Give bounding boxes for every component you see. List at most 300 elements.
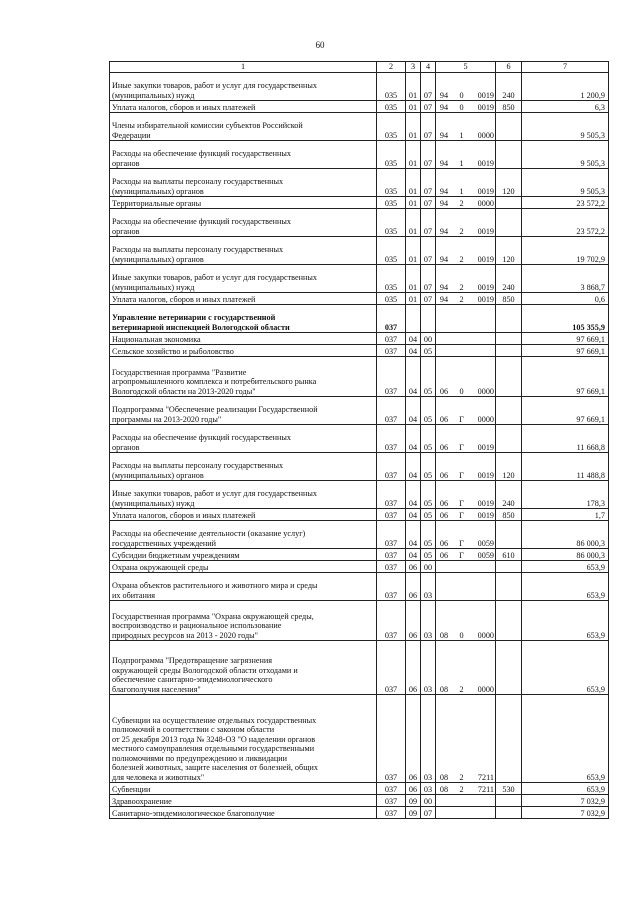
code-target-subprogram: 2 — [459, 254, 464, 264]
code-target-subprogram: Г — [459, 414, 464, 424]
table-row — [110, 397, 609, 425]
code-subsection: 07 — [421, 141, 436, 169]
code-admin: 037 — [377, 783, 406, 795]
code-section: 01 — [406, 293, 421, 305]
row-name: Государственная программа "Охрана окружающей среды, воспроизводство и рациональное использование природных ресурсов на 2013 - 2020 годы" — [110, 601, 377, 641]
code-target-direction: 0019 — [477, 510, 494, 520]
row-name: Уплата налогов, сборов и иных платежей — [110, 293, 377, 305]
table-row — [110, 453, 609, 481]
code-target-direction: 0000 — [477, 630, 494, 640]
code-target-direction: 0059 — [477, 550, 494, 560]
code-expense-type — [496, 521, 522, 549]
row-name: Управление ветеринарии с государственной ветеринарной инспекцией Вологодской области — [110, 305, 377, 333]
code-expense-type — [496, 397, 522, 425]
code-section: 06 — [406, 783, 421, 795]
row-name: Расходы на выплаты персоналу государственных (муниципальных) органов — [110, 237, 377, 265]
code-target-program: 06 — [439, 386, 449, 396]
code-subsection: 07 — [421, 265, 436, 293]
page-number: 60 — [315, 40, 325, 50]
code-target-subprogram: 1 — [459, 158, 464, 168]
code-admin: 035 — [377, 113, 406, 141]
code-target — [436, 807, 496, 819]
code-target-direction: 0059 — [477, 538, 494, 548]
table-row — [110, 345, 609, 357]
code-expense-type: 240 — [496, 265, 522, 293]
code-subsection: 07 — [421, 169, 436, 197]
code-target — [436, 481, 496, 509]
code-subsection: 07 — [421, 807, 436, 819]
code-target-direction: 0019 — [477, 254, 494, 264]
amount: 86 000,3 — [522, 521, 609, 549]
code-section: 06 — [406, 573, 421, 601]
code-section: 04 — [406, 333, 421, 345]
code-expense-type: 240 — [496, 481, 522, 509]
amount: 653,9 — [522, 561, 609, 573]
code-subsection: 07 — [421, 293, 436, 305]
code-subsection: 00 — [421, 561, 436, 573]
code-subsection — [421, 305, 436, 333]
code-expense-type — [496, 305, 522, 333]
table-row — [110, 807, 609, 819]
code-section: 01 — [406, 113, 421, 141]
table-row — [110, 601, 609, 641]
code-target — [436, 333, 496, 345]
row-name: Государственная программа "Развитие агропромышленного комплекса и потребительского рынка Вологодской области на 2013-2020 годы" — [110, 357, 377, 397]
code-admin: 037 — [377, 549, 406, 561]
row-name: Иные закупки товаров, работ и услуг для государственных (муниципальных) нужд — [110, 481, 377, 509]
code-admin: 037 — [377, 509, 406, 521]
code-target-subprogram: Г — [459, 550, 464, 560]
code-admin: 035 — [377, 209, 406, 237]
code-target-program: 06 — [439, 510, 449, 520]
amount: 653,9 — [522, 695, 609, 783]
code-target — [436, 601, 496, 641]
table-row — [110, 113, 609, 141]
code-target-subprogram: 2 — [459, 784, 464, 794]
code-target-direction: 0000 — [477, 198, 494, 208]
code-target-program: 06 — [439, 470, 449, 480]
code-target-program: 94 — [439, 294, 449, 304]
amount: 0,6 — [522, 293, 609, 305]
code-target-program: 94 — [439, 198, 449, 208]
code-target-direction: 0000 — [477, 130, 494, 140]
code-target-subprogram: 2 — [459, 772, 464, 782]
code-target-direction: 0000 — [477, 386, 494, 396]
code-target-direction: 0019 — [477, 158, 494, 168]
code-target — [436, 345, 496, 357]
code-subsection: 00 — [421, 795, 436, 807]
code-admin: 037 — [377, 807, 406, 819]
amount: 86 000,3 — [522, 549, 609, 561]
code-section: 01 — [406, 197, 421, 209]
code-target-program: 94 — [439, 130, 449, 140]
amount: 653,9 — [522, 573, 609, 601]
code-target-subprogram: 2 — [459, 198, 464, 208]
code-subsection: 03 — [421, 783, 436, 795]
code-expense-type — [496, 795, 522, 807]
code-section: 04 — [406, 345, 421, 357]
code-target-program: 94 — [439, 254, 449, 264]
table-row — [110, 333, 609, 345]
table-row — [110, 265, 609, 293]
column-header: 5 — [436, 62, 496, 73]
code-subsection: 05 — [421, 453, 436, 481]
code-expense-type — [496, 357, 522, 397]
table-row — [110, 549, 609, 561]
code-expense-type — [496, 197, 522, 209]
row-name: Подпрограмма "Предотвращение загрязнения окружающей среды Вологодской области отходами и обеспечение санитарно-эпидемиологического благополучия населения" — [110, 641, 377, 695]
code-target — [436, 73, 496, 101]
amount: 653,9 — [522, 601, 609, 641]
code-target-subprogram: Г — [459, 470, 464, 480]
amount: 9 505,3 — [522, 113, 609, 141]
code-target-subprogram: Г — [459, 442, 464, 452]
table-row — [110, 101, 609, 113]
code-expense-type: 120 — [496, 453, 522, 481]
code-admin: 037 — [377, 425, 406, 453]
code-expense-type: 850 — [496, 509, 522, 521]
code-target — [436, 209, 496, 237]
amount: 3 868,7 — [522, 265, 609, 293]
code-target — [436, 237, 496, 265]
amount: 7 032,9 — [522, 807, 609, 819]
code-target-subprogram: Г — [459, 510, 464, 520]
row-name: Сельское хозяйство и рыболовство — [110, 345, 377, 357]
row-name: Охрана окружающей среды — [110, 561, 377, 573]
amount: 97 669,1 — [522, 345, 609, 357]
code-subsection: 07 — [421, 73, 436, 101]
code-target — [436, 101, 496, 113]
row-name: Расходы на обеспечение функций государственных органов — [110, 209, 377, 237]
table-row — [110, 209, 609, 237]
code-target — [436, 641, 496, 695]
code-admin: 035 — [377, 265, 406, 293]
code-section: 01 — [406, 209, 421, 237]
code-target-program: 08 — [439, 784, 449, 794]
code-section: 06 — [406, 641, 421, 695]
code-section: 09 — [406, 807, 421, 819]
amount: 23 572,2 — [522, 197, 609, 209]
code-target-program: 06 — [439, 550, 449, 560]
code-target — [436, 357, 496, 397]
code-section: 04 — [406, 521, 421, 549]
amount: 19 702,9 — [522, 237, 609, 265]
amount: 6,3 — [522, 101, 609, 113]
column-header: 3 — [406, 62, 421, 73]
code-subsection: 07 — [421, 197, 436, 209]
row-name: Территориальные органы — [110, 197, 377, 209]
code-target-subprogram: 2 — [459, 226, 464, 236]
code-target — [436, 293, 496, 305]
table-row — [110, 481, 609, 509]
code-target — [436, 141, 496, 169]
column-header: 2 — [377, 62, 406, 73]
code-target-direction: 0019 — [477, 226, 494, 236]
code-target-direction: 0019 — [477, 498, 494, 508]
column-header: 7 — [522, 62, 609, 73]
code-target-subprogram: 0 — [459, 90, 464, 100]
code-target — [436, 397, 496, 425]
code-admin: 037 — [377, 641, 406, 695]
amount: 7 032,9 — [522, 795, 609, 807]
row-name: Расходы на обеспечение деятельности (оказание услуг) государственных учреждений — [110, 521, 377, 549]
amount: 97 669,1 — [522, 357, 609, 397]
code-expense-type — [496, 113, 522, 141]
amount: 653,9 — [522, 783, 609, 795]
column-header: 4 — [421, 62, 436, 73]
table-row — [110, 141, 609, 169]
code-target-direction: 0019 — [477, 90, 494, 100]
code-admin: 035 — [377, 141, 406, 169]
code-expense-type: 240 — [496, 73, 522, 101]
code-expense-type — [496, 561, 522, 573]
code-target-direction: 0019 — [477, 282, 494, 292]
code-target-subprogram: 0 — [459, 102, 464, 112]
code-target-program: 06 — [439, 538, 449, 548]
row-name: Члены избирательной комиссии субъектов Российской Федерации — [110, 113, 377, 141]
row-name: Охрана объектов растительного и животного мира и среды их обитания — [110, 573, 377, 601]
code-subsection: 05 — [421, 425, 436, 453]
row-name: Иные закупки товаров, работ и услуг для государственных (муниципальных) нужд — [110, 73, 377, 101]
code-target-direction: 0000 — [477, 684, 494, 694]
code-subsection: 05 — [421, 549, 436, 561]
row-name: Субвенции — [110, 783, 377, 795]
code-admin: 037 — [377, 573, 406, 601]
code-expense-type: 850 — [496, 293, 522, 305]
code-admin: 037 — [377, 561, 406, 573]
code-section: 04 — [406, 481, 421, 509]
code-target — [436, 549, 496, 561]
amount: 178,3 — [522, 481, 609, 509]
code-admin: 035 — [377, 73, 406, 101]
code-target-subprogram: Г — [459, 498, 464, 508]
code-section: 06 — [406, 695, 421, 783]
code-admin: 037 — [377, 795, 406, 807]
code-target — [436, 795, 496, 807]
code-subsection: 07 — [421, 101, 436, 113]
code-subsection: 05 — [421, 397, 436, 425]
code-subsection: 07 — [421, 209, 436, 237]
code-section: 04 — [406, 357, 421, 397]
code-target-direction: 0019 — [477, 294, 494, 304]
code-section: 01 — [406, 101, 421, 113]
amount: 105 355,9 — [522, 305, 609, 333]
code-expense-type — [496, 209, 522, 237]
code-target — [436, 305, 496, 333]
code-subsection: 00 — [421, 333, 436, 345]
amount: 97 669,1 — [522, 333, 609, 345]
code-expense-type — [496, 333, 522, 345]
code-subsection: 03 — [421, 695, 436, 783]
code-subsection: 03 — [421, 601, 436, 641]
code-section: 06 — [406, 601, 421, 641]
code-target-direction: 0019 — [477, 470, 494, 480]
code-expense-type — [496, 641, 522, 695]
code-subsection: 05 — [421, 345, 436, 357]
code-expense-type — [496, 141, 522, 169]
row-name: Санитарно-эпидемиологическое благополучие — [110, 807, 377, 819]
row-name: Расходы на выплаты персоналу государственных (муниципальных) органов — [110, 453, 377, 481]
code-admin: 037 — [377, 345, 406, 357]
table-row — [110, 521, 609, 549]
table-row — [110, 197, 609, 209]
code-admin: 037 — [377, 397, 406, 425]
code-target-program: 08 — [439, 684, 449, 694]
code-target-program: 94 — [439, 282, 449, 292]
code-target — [436, 561, 496, 573]
code-subsection: 07 — [421, 237, 436, 265]
table-row — [110, 509, 609, 521]
row-name: Национальная экономика — [110, 333, 377, 345]
code-target — [436, 521, 496, 549]
code-section: 06 — [406, 561, 421, 573]
code-target-program: 94 — [439, 102, 449, 112]
table-row — [110, 795, 609, 807]
code-expense-type: 850 — [496, 101, 522, 113]
code-target-direction: 7211 — [477, 784, 494, 794]
row-name: Субсидии бюджетным учреждениям — [110, 549, 377, 561]
code-admin: 037 — [377, 453, 406, 481]
table-row — [110, 357, 609, 397]
code-target-direction: 0019 — [477, 442, 494, 452]
code-section: 01 — [406, 73, 421, 101]
code-target-program: 94 — [439, 186, 449, 196]
code-section — [406, 305, 421, 333]
amount: 653,9 — [522, 641, 609, 695]
code-expense-type: 610 — [496, 549, 522, 561]
amount: 97 669,1 — [522, 397, 609, 425]
code-expense-type — [496, 807, 522, 819]
row-name: Иные закупки товаров, работ и услуг для государственных (муниципальных) нужд — [110, 265, 377, 293]
row-name: Расходы на обеспечение функций государственных органов — [110, 425, 377, 453]
column-header: 1 — [110, 62, 377, 73]
code-section: 01 — [406, 265, 421, 293]
code-admin: 037 — [377, 333, 406, 345]
code-target-subprogram: 0 — [459, 386, 464, 396]
row-name: Расходы на выплаты персоналу государственных (муниципальных) органов — [110, 169, 377, 197]
amount: 11 668,8 — [522, 425, 609, 453]
amount: 9 505,3 — [522, 169, 609, 197]
code-target-subprogram: 2 — [459, 294, 464, 304]
code-target-subprogram: 2 — [459, 684, 464, 694]
row-name: Уплата налогов, сборов и иных платежей — [110, 509, 377, 521]
table-row — [110, 573, 609, 601]
row-name: Здравоохранение — [110, 795, 377, 807]
table-row — [110, 561, 609, 573]
amount: 1 200,9 — [522, 73, 609, 101]
code-expense-type — [496, 573, 522, 601]
code-target-direction: 0019 — [477, 186, 494, 196]
amount: 11 488,8 — [522, 453, 609, 481]
code-section: 01 — [406, 141, 421, 169]
table-row — [110, 695, 609, 783]
code-target-direction: 7211 — [477, 772, 494, 782]
table-row — [110, 305, 609, 333]
code-target-program: 94 — [439, 226, 449, 236]
code-subsection: 05 — [421, 357, 436, 397]
code-target — [436, 113, 496, 141]
code-target-subprogram: Г — [459, 538, 464, 548]
code-admin: 037 — [377, 357, 406, 397]
code-section: 04 — [406, 453, 421, 481]
code-target — [436, 169, 496, 197]
code-target-program: 08 — [439, 630, 449, 640]
code-target — [436, 573, 496, 601]
code-expense-type — [496, 345, 522, 357]
code-target — [436, 695, 496, 783]
code-admin: 037 — [377, 601, 406, 641]
code-subsection: 05 — [421, 521, 436, 549]
code-target-program: 06 — [439, 498, 449, 508]
code-target-program: 94 — [439, 90, 449, 100]
code-target-direction: 0000 — [477, 414, 494, 424]
code-section: 04 — [406, 397, 421, 425]
code-section: 04 — [406, 549, 421, 561]
code-admin: 037 — [377, 305, 406, 333]
table-header-row — [110, 62, 609, 73]
code-admin: 035 — [377, 197, 406, 209]
amount: 23 572,2 — [522, 209, 609, 237]
table-row — [110, 641, 609, 695]
code-admin: 035 — [377, 293, 406, 305]
code-expense-type — [496, 695, 522, 783]
code-subsection: 03 — [421, 573, 436, 601]
table-row — [110, 237, 609, 265]
table-row — [110, 169, 609, 197]
budget-table — [109, 61, 609, 819]
code-target — [436, 265, 496, 293]
code-section: 04 — [406, 509, 421, 521]
code-target — [436, 425, 496, 453]
code-target-subprogram: 1 — [459, 186, 464, 196]
code-admin: 035 — [377, 169, 406, 197]
code-subsection: 05 — [421, 509, 436, 521]
code-section: 01 — [406, 169, 421, 197]
code-subsection: 07 — [421, 113, 436, 141]
code-expense-type — [496, 601, 522, 641]
code-target-subprogram: 1 — [459, 130, 464, 140]
code-expense-type: 120 — [496, 237, 522, 265]
code-section: 04 — [406, 425, 421, 453]
row-name: Субвенции на осуществление отдельных государственных полномочий в соответствии с законом области от 25 декабря 2013 года № 3248-ОЗ "О наделении органов местного самоуправления отдельными государственными полномочиями по предупреждению и ликвидации болезней животных, защите населения от болезней, общих для человека и животных" — [110, 695, 377, 783]
code-section: 01 — [406, 237, 421, 265]
code-subsection: 05 — [421, 481, 436, 509]
code-expense-type: 120 — [496, 169, 522, 197]
table-row — [110, 293, 609, 305]
amount: 9 505,3 — [522, 141, 609, 169]
code-target-program: 06 — [439, 442, 449, 452]
code-target — [436, 509, 496, 521]
row-name: Расходы на обеспечение функций государственных органов — [110, 141, 377, 169]
code-admin: 037 — [377, 481, 406, 509]
code-target-program: 08 — [439, 772, 449, 782]
code-target-program: 94 — [439, 158, 449, 168]
table-row — [110, 73, 609, 101]
code-subsection: 03 — [421, 641, 436, 695]
code-admin: 037 — [377, 521, 406, 549]
code-expense-type: 530 — [496, 783, 522, 795]
table-row — [110, 425, 609, 453]
code-admin: 035 — [377, 237, 406, 265]
code-target-direction: 0019 — [477, 102, 494, 112]
code-target-subprogram: 0 — [459, 630, 464, 640]
code-admin: 037 — [377, 695, 406, 783]
row-name: Уплата налогов, сборов и иных платежей — [110, 101, 377, 113]
code-target — [436, 197, 496, 209]
code-target-subprogram: 2 — [459, 282, 464, 292]
table-row — [110, 783, 609, 795]
amount: 1,7 — [522, 509, 609, 521]
